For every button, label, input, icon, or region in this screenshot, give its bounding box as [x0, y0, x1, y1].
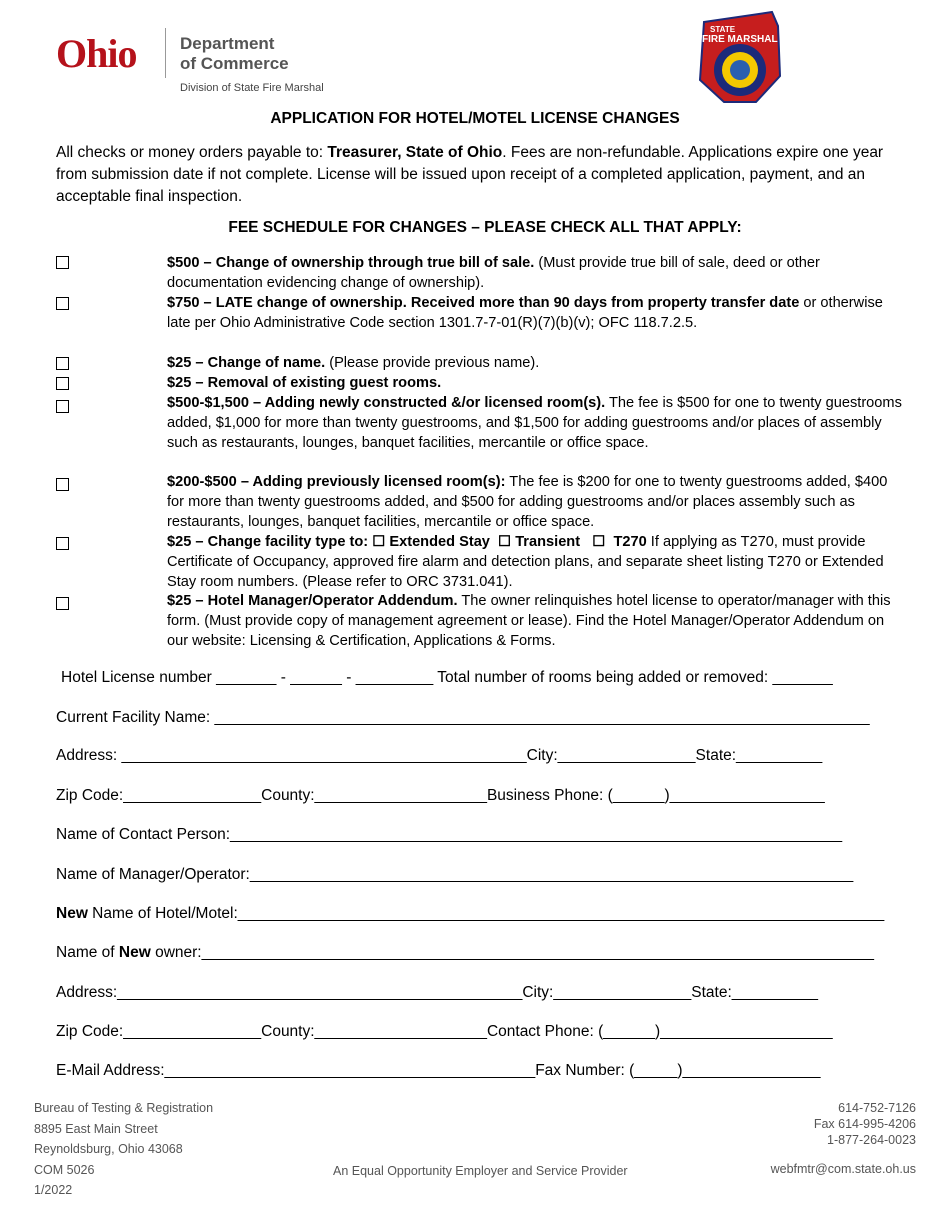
- footer-date: 1/2022: [34, 1183, 73, 1197]
- footer-city: Reynoldsburg, Ohio 43068: [34, 1142, 183, 1156]
- logo-divider: [165, 28, 166, 78]
- intro-post: . Fees are non-refundable. Applications expire one year from submission date if not complete. License will be issued upon receipt of a completed application, payment, and an acceptable final inspection.: [56, 144, 884, 205]
- fee-item-previously-licensed: [167, 472, 907, 532]
- new-owner-field[interactable]: [56, 944, 874, 962]
- department-name: [180, 34, 289, 74]
- svg-text:FIRE MARSHAL: FIRE MARSHAL: [702, 34, 778, 45]
- fee-item-bold: $500-$1,500 – Adding newly constructed &/or licensed room(s).: [167, 395, 606, 411]
- intro-payee: Treasurer, State of Ohio: [327, 144, 503, 161]
- fee-item-text: The fee is $200 for one to twenty guestrooms added, $400 for more than twenty guestrooms added, and $500 for adding guestrooms and/or places assembly such as restaurants, lounges, banquet facilities, mercantile or office space.: [167, 474, 888, 530]
- checkbox-ownership-change[interactable]: [56, 256, 69, 269]
- option-transient: Transient: [515, 534, 581, 550]
- checkbox-late-ownership[interactable]: [56, 297, 69, 310]
- fee-item-ownership: [167, 253, 907, 293]
- fee-item-bold: $25 – Change of name.: [167, 355, 326, 371]
- new-owner-text: owner:______________________________________________________________________________: [150, 944, 874, 961]
- fire-marshal-seal-icon: [694, 10, 786, 110]
- fee-item-bold: $25 – Removal of existing guest rooms.: [167, 375, 442, 391]
- footer-email[interactable]: webfmtr@com.state.oh.us: [770, 1162, 916, 1176]
- footer-street: 8895 East Main Street: [34, 1121, 158, 1136]
- intro-paragraph: [56, 142, 916, 208]
- department-line-1: Department: [180, 34, 275, 53]
- email-fax-field[interactable]: E-Mail Address:___________________________________________Fax Number: (_____)________________: [56, 1062, 821, 1079]
- new-hotel-name-text: Name of Hotel/Motel:___________________________________________________________________________: [87, 905, 885, 922]
- owner-address-field[interactable]: Address:_______________________________________________City:________________State:__________: [56, 984, 818, 1001]
- fee-item-text: (Must provide true bill of sale, deed or other documentation evidencing change of ownership).: [167, 255, 820, 291]
- new-hotel-name-field[interactable]: [56, 905, 884, 923]
- footer-bureau: Bureau of Testing & Registration: [34, 1101, 214, 1115]
- fee-item-text: The owner relinquishes hotel license to operator/manager with this form. (Must provide copy of management agreement or lease). Find the Hotel Manager/Operator Addendum on our website: Licensing & Certification, Applications & Forms.: [167, 593, 891, 649]
- fee-item-bold: $200-$500 – Adding previously licensed room(s):: [167, 474, 506, 490]
- fee-item-bold: $750 – LATE change of ownership. Received more than 90 days from property transfer date: [167, 295, 800, 311]
- fee-item-room-removal: [167, 373, 907, 393]
- checkbox-name-change[interactable]: [56, 357, 69, 370]
- division-name: Division of State Fire Marshal: [180, 82, 324, 94]
- fee-item-bold: $25 – Hotel Manager/Operator Addendum.: [167, 593, 458, 609]
- new-label: New: [56, 905, 88, 922]
- footer-contacts: [814, 1100, 916, 1148]
- footer-tollfree: 1-877-264-0023: [827, 1133, 916, 1147]
- footer-fax: Fax 614-995-4206: [813, 1117, 916, 1131]
- checkbox-facility-type[interactable]: [56, 537, 69, 550]
- footer-phone: 614-752-7126: [838, 1101, 916, 1115]
- fee-schedule-heading: FEE SCHEDULE FOR CHANGES – PLEASE CHECK ALL THAT APPLY:: [228, 219, 742, 236]
- contact-person-field[interactable]: Name of Contact Person:_______________________________________________________________________: [56, 826, 843, 843]
- fee-item-text: The fee is $500 for one to twenty guestrooms added, $1,000 for more than twenty guestrooms, and $1,500 for adding guestrooms and/or places of assembly such as restaurants, lounges, banquet facilities, mercantile or office space.: [167, 395, 902, 451]
- new-owner-pre: Name of: [56, 944, 119, 961]
- checkbox-new-rooms[interactable]: [56, 400, 69, 413]
- svg-text:STATE: STATE: [710, 25, 736, 34]
- footer-address: [34, 1098, 213, 1201]
- fee-item-name-change: [167, 353, 907, 373]
- department-line-2: of Commerce: [180, 54, 289, 73]
- footer-eoe: An Equal Opportunity Employer and Service Provider: [333, 1164, 628, 1178]
- checkbox-manager-addendum[interactable]: [56, 597, 69, 610]
- footer-form-number: COM 5026: [34, 1162, 95, 1177]
- fee-item-text: If applying as T270, must provide Certificate of Occupancy, approved fire alarm and detection plans, and separate sheet listing T270 or Extended Stay room numbers. (Please refer to ORC 3731.041).: [167, 534, 884, 590]
- zip-county-phone-field[interactable]: Zip Code:________________County:____________________Business Phone: (______)__________________: [56, 787, 825, 804]
- fee-item-new-rooms: [167, 393, 907, 453]
- option-extended-stay: Extended Stay: [389, 534, 490, 550]
- manager-operator-field[interactable]: Name of Manager/Operator:______________________________________________________________________: [56, 866, 854, 883]
- fee-item-manager-addendum: [167, 591, 907, 651]
- option-checkbox-icon[interactable]: ☐: [498, 534, 512, 550]
- facility-name-field[interactable]: Current Facility Name: ____________________________________________________________________________: [56, 709, 870, 726]
- fee-item-bold: $25 – Change facility type to:: [167, 534, 369, 550]
- fee-item-bold: $500 – Change of ownership through true bill of sale.: [167, 255, 535, 271]
- fee-item-facility-type: [167, 532, 907, 592]
- ohio-logo: Ohio: [56, 31, 137, 76]
- license-number-field[interactable]: Hotel License number _______ - ______ - _________ Total number of rooms being added or removed: _______: [61, 669, 833, 686]
- form-title: APPLICATION FOR HOTEL/MOTEL LICENSE CHANGES: [270, 110, 680, 127]
- new-label: New: [118, 944, 151, 961]
- fee-item-late-ownership: [167, 293, 907, 333]
- intro-pre: All checks or money orders payable to:: [56, 144, 328, 161]
- owner-zip-county-phone-field[interactable]: Zip Code:________________County:____________________Contact Phone: (______)____________________: [56, 1023, 833, 1040]
- fee-item-text: or otherwise late per Ohio Administrative Code section 1301.7-7-01(R)(7)(b)(v); OFC 118.7.2.5.: [167, 295, 883, 331]
- option-checkbox-icon[interactable]: ☐: [592, 534, 606, 550]
- address-field[interactable]: Address: _______________________________________________City:________________State:__________: [56, 747, 823, 764]
- checkbox-previously-licensed[interactable]: [56, 478, 69, 491]
- fee-item-text: (Please provide previous name).: [325, 355, 540, 371]
- option-t270: T270: [613, 534, 647, 550]
- option-checkbox-icon[interactable]: ☐: [372, 534, 386, 550]
- checkbox-room-removal[interactable]: [56, 377, 69, 390]
